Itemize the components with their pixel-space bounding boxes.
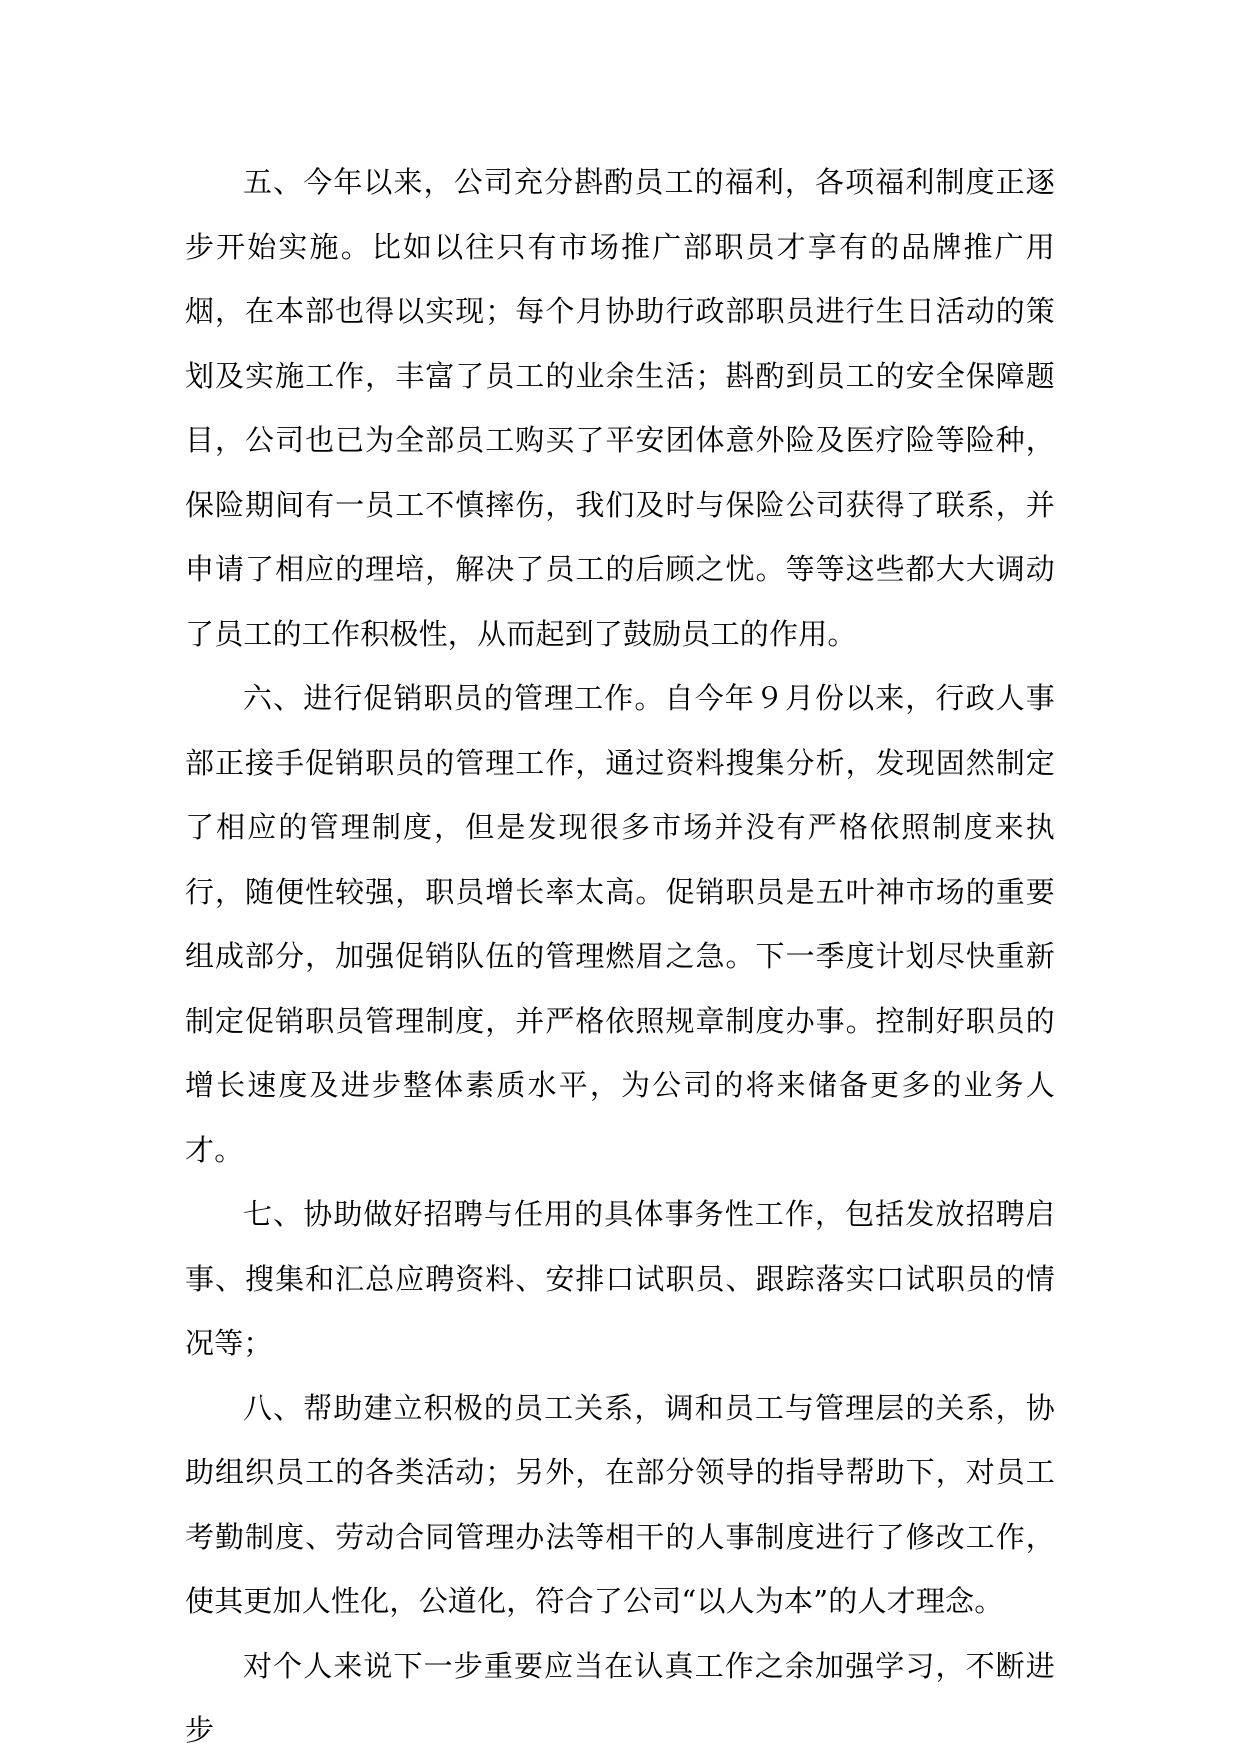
paragraph-employee-relations: 八、帮助建立积极的员工关系，调和员工与管理层的关系，协助组织员工的各类活动；另外，在部分领导的指导帮助下，对员工考勤制度、劳动合同管理办法等相干的人事制度进行了修改工作，使其更加人性化，公道化，符合了公司“以人为本”的人才理念。 (185, 1390, 1055, 1618)
paragraph-personal-plan: 对个人来说下一步重要应当在认真工作之余加强学习，不断进步 (185, 1648, 1055, 1747)
paragraph-promoter-management: 六、进行促销职员的管理工作。自今年９月份以来，行政人事部正接手促销职员的管理工作，通过资料搜集分析，发现固然制定了相应的管理制度，但是发现很多市场并没有严格依照制度来执行，随便性较强，职员增长率太高。促销职员是五叶神市场的重要组成部分，加强促销队伍的管理燃眉之急。下一季度计划尽快重新制定促销职员管理制度，并严格依照规章制度办事。控制好职员的增长速度及进步整体素质水平，为公司的将来储备更多的业务人才。 (185, 681, 1055, 1167)
paragraph-benefits: 五、今年以来，公司充分斟酌员工的福利，各项福利制度正逐步开始实施。比如以往只有市场推广部职员才享有的品牌推广用烟，在本部也得以实现；每个月协助行政部职员进行生日活动的策划及实施工作，丰富了员工的业余生活；斟酌到员工的安全保障题目，公司也已为全部员工购买了平安团体意外险及医疗险等险种，保险期间有一员工不慎摔伤，我们及时与保险公司获得了联系，并申请了相应的理培，解决了员工的后顾之忧。等等这些都大大调动了员工的工作积极性，从而起到了鼓励员工的作用。 (185, 165, 1055, 651)
paragraph-recruitment: 七、协助做好招聘与任用的具体事务性工作，包括发放招聘启事、搜集和汇总应聘资料、安排口试职员、跟踪落实口试职员的情况等； (185, 1197, 1055, 1360)
document-body (185, 150, 1055, 1763)
